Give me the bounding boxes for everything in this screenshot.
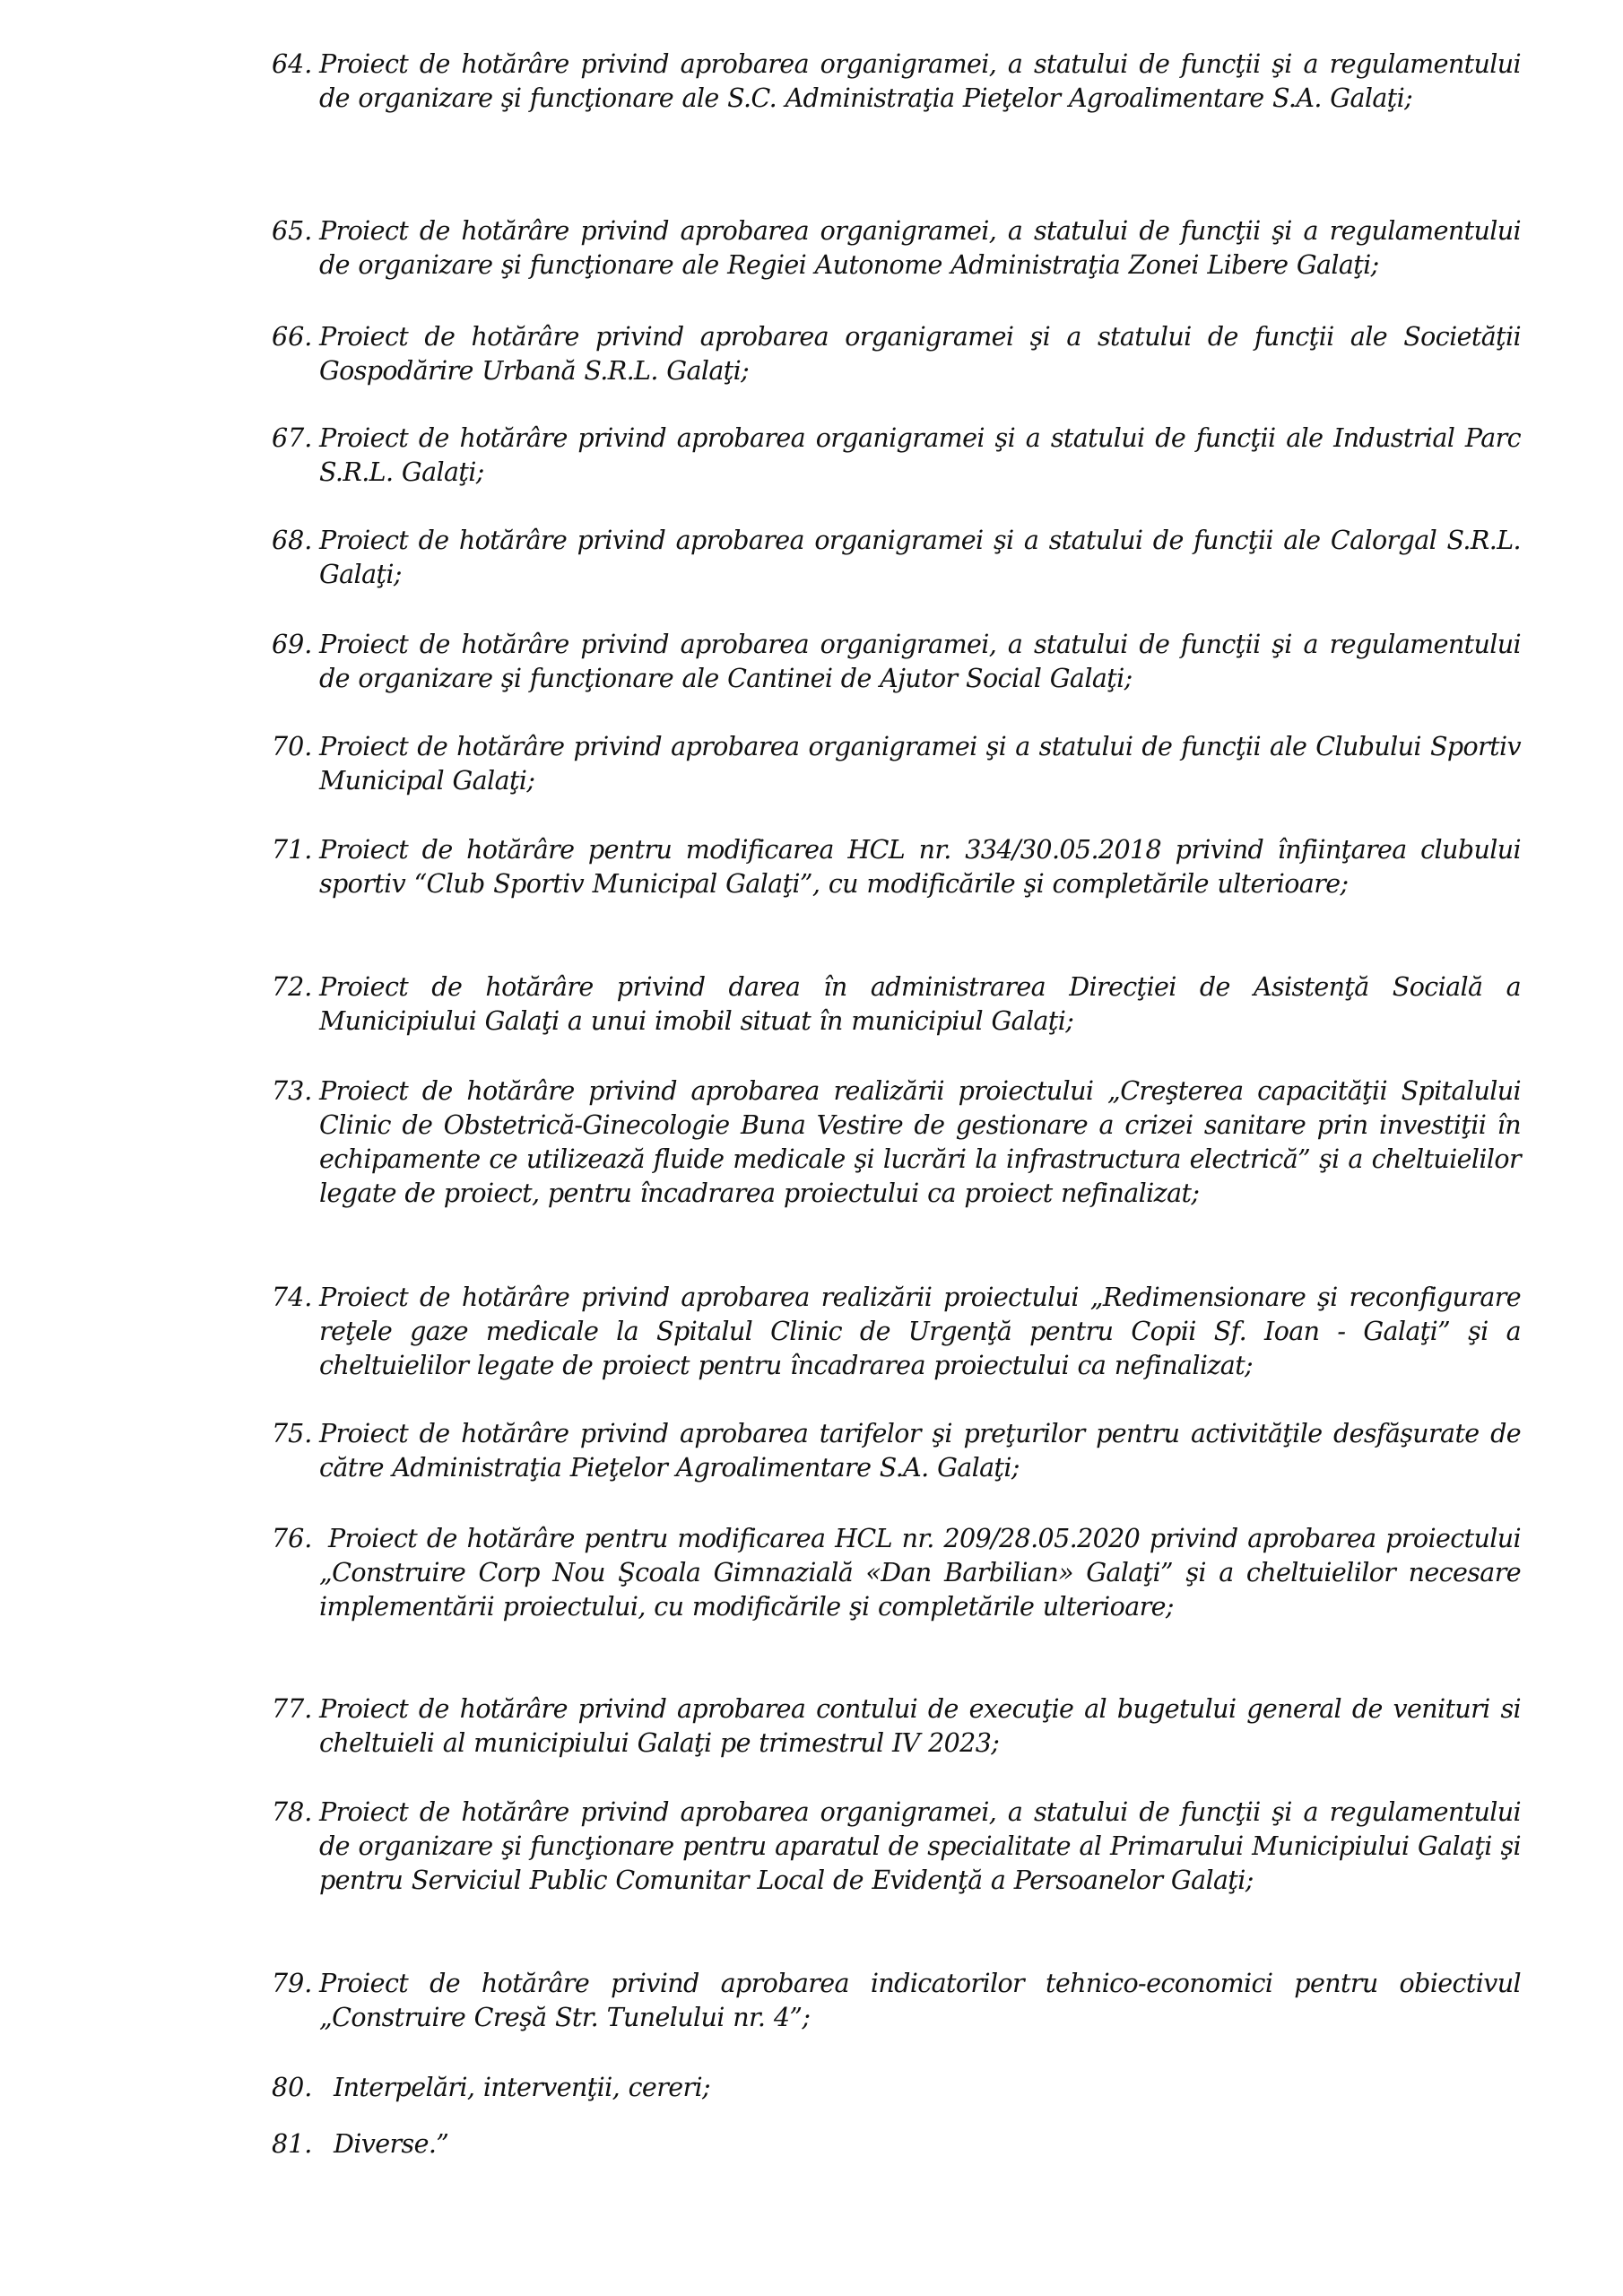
item-number: 69. — [272, 630, 313, 659]
item-text: Proiect de hotărâre privind aprobarea organigramei, a statului de funcţii şi a regulamentului de organizare şi funcţionare ale Regiei Autonome Administraţia Zonei Libere Galaţi; — [319, 216, 1521, 280]
item-text: Proiect de hotărâre privind aprobarea organigramei şi a statului de funcţii ale Societăţii Gospodărire Urbană S.R.L. Galaţi; — [319, 322, 1521, 386]
item-text: Proiect de hotărâre pentru modificarea HCL nr. 209/28.05.2020 privind aprobarea proiectului „Construire Corp Nou Şcoala Gimnazială «Dan Barbilian» Galaţi” şi a cheltuielilor necesare implementării proiectului, cu modificările şi completările ulterioare; — [319, 1524, 1521, 1622]
item-text: Proiect de hotărâre pentru modificarea HCL nr. 334/30.05.2018 privind înfiinţarea clubului sportiv “Club Sportiv Municipal Galaţi”, cu modificările şi completările ulterioare; — [319, 835, 1521, 899]
item-number: 80. — [272, 2073, 313, 2102]
agenda-item-68 — [272, 524, 1521, 592]
agenda-item-69 — [272, 628, 1521, 696]
item-number: 79. — [272, 1969, 313, 1998]
item-text: Proiect de hotărâre privind aprobarea realizării proiectului „Creşterea capacităţii Spitalului Clinic de Obstetrică-Ginecologie Buna Vestire de gestionare a crizei sanitare prin investiţii în echipamente ce utilizează fluide medicale şi lucrări la infrastructura electrică” şi a cheltuielilor legate de proiect, pentru încadrarea proiectului ca proiect nefinalizat; — [319, 1076, 1521, 1208]
agenda-item-64 — [272, 48, 1521, 116]
agenda-item-81 — [272, 2127, 1521, 2161]
item-number: 74. — [272, 1283, 313, 1312]
item-text: Proiect de hotărâre privind aprobarea indicatorilor tehnico-economici pentru obiectivul „Construire Creşă Str. Tunelului nr. 4”; — [319, 1969, 1521, 2032]
item-number: 73. — [272, 1076, 313, 1106]
agenda-item-75 — [272, 1417, 1521, 1485]
item-text: Interpelări, intervenţii, cereri; — [334, 2073, 711, 2102]
agenda-item-65 — [272, 214, 1521, 283]
item-text: Proiect de hotărâre privind aprobarea organigramei şi a statului de funcţii ale Industrial Parc S.R.L. Galaţi; — [319, 423, 1521, 487]
item-text: Proiect de hotărâre privind aprobarea organigramei şi a statului de funcţii ale Clubului Sportiv Municipal Galaţi; — [319, 732, 1521, 796]
agenda-item-73 — [272, 1074, 1521, 1211]
item-number: 65. — [272, 216, 313, 246]
agenda-item-67 — [272, 422, 1521, 490]
item-text: Proiect de hotărâre privind aprobarea organigramei, a statului de funcţii şi a regulamentului de organizare şi funcţionare pentru aparatul de specialitate al Primarului Municipiului Galaţi şi pentru Serviciul Public Comunitar Local de Evidenţă a Persoanelor Galaţi; — [319, 1797, 1521, 1895]
item-text: Proiect de hotărâre privind aprobarea organigramei, a statului de funcţii şi a regulamentului de organizare şi funcţionare ale Cantinei de Ajutor Social Galaţi; — [319, 630, 1521, 693]
agenda-item-72 — [272, 970, 1521, 1039]
item-number: 76. — [272, 1524, 313, 1553]
item-number: 70. — [272, 732, 313, 761]
item-number: 72. — [272, 972, 313, 1002]
item-text: Proiect de hotărâre privind darea în administrarea Direcţiei de Asistenţă Socială a Municipiului Galaţi a unui imobil situat în municipiul Galaţi; — [319, 972, 1521, 1036]
item-text: Proiect de hotărâre privind aprobarea organigramei, a statului de funcţii şi a regulamentului de organizare şi funcţionare ale S.C. Administraţia Pieţelor Agroalimentare S.A. Galaţi; — [319, 49, 1521, 113]
item-number: 68. — [272, 526, 313, 555]
item-number: 64. — [272, 49, 313, 79]
item-number: 77. — [272, 1694, 313, 1724]
agenda-item-74 — [272, 1281, 1521, 1383]
agenda-item-76 — [272, 1522, 1521, 1624]
item-text: Proiect de hotărâre privind aprobarea realizării proiectului „Redimensionare şi reconfigurare reţele gaze medicale la Spitalul Clinic de Urgenţă pentru Copii Sf. Ioan - Galaţi” şi a cheltuielilor legate de proiect pentru încadrarea proiectului ca nefinalizat; — [319, 1283, 1521, 1380]
agenda-item-66 — [272, 320, 1521, 388]
item-number: 71. — [272, 835, 313, 865]
item-text: Proiect de hotărâre privind aprobarea contului de execuţie al bugetului general de venituri si cheltuieli al municipiului Galaţi pe trimestrul IV 2023; — [319, 1694, 1521, 1758]
item-number: 66. — [272, 322, 313, 352]
item-number: 81. — [272, 2129, 313, 2159]
item-number: 78. — [272, 1797, 313, 1827]
agenda-item-70 — [272, 730, 1521, 798]
agenda-item-71 — [272, 833, 1521, 901]
item-number: 75. — [272, 1419, 313, 1448]
item-number: 67. — [272, 423, 313, 453]
item-text: Proiect de hotărâre privind aprobarea organigramei şi a statului de funcţii ale Calorgal S.R.L. Galaţi; — [319, 526, 1521, 589]
agenda-item-78 — [272, 1796, 1521, 1898]
item-text: Proiect de hotărâre privind aprobarea tarifelor şi preţurilor pentru activităţile desfăşurate de către Administraţia Pieţelor Agroalimentare S.A. Galaţi; — [319, 1419, 1521, 1483]
agenda-item-79 — [272, 1967, 1521, 2035]
agenda-item-80 — [272, 2071, 1521, 2105]
agenda-item-77 — [272, 1692, 1521, 1761]
item-text: Diverse.” — [334, 2129, 449, 2159]
